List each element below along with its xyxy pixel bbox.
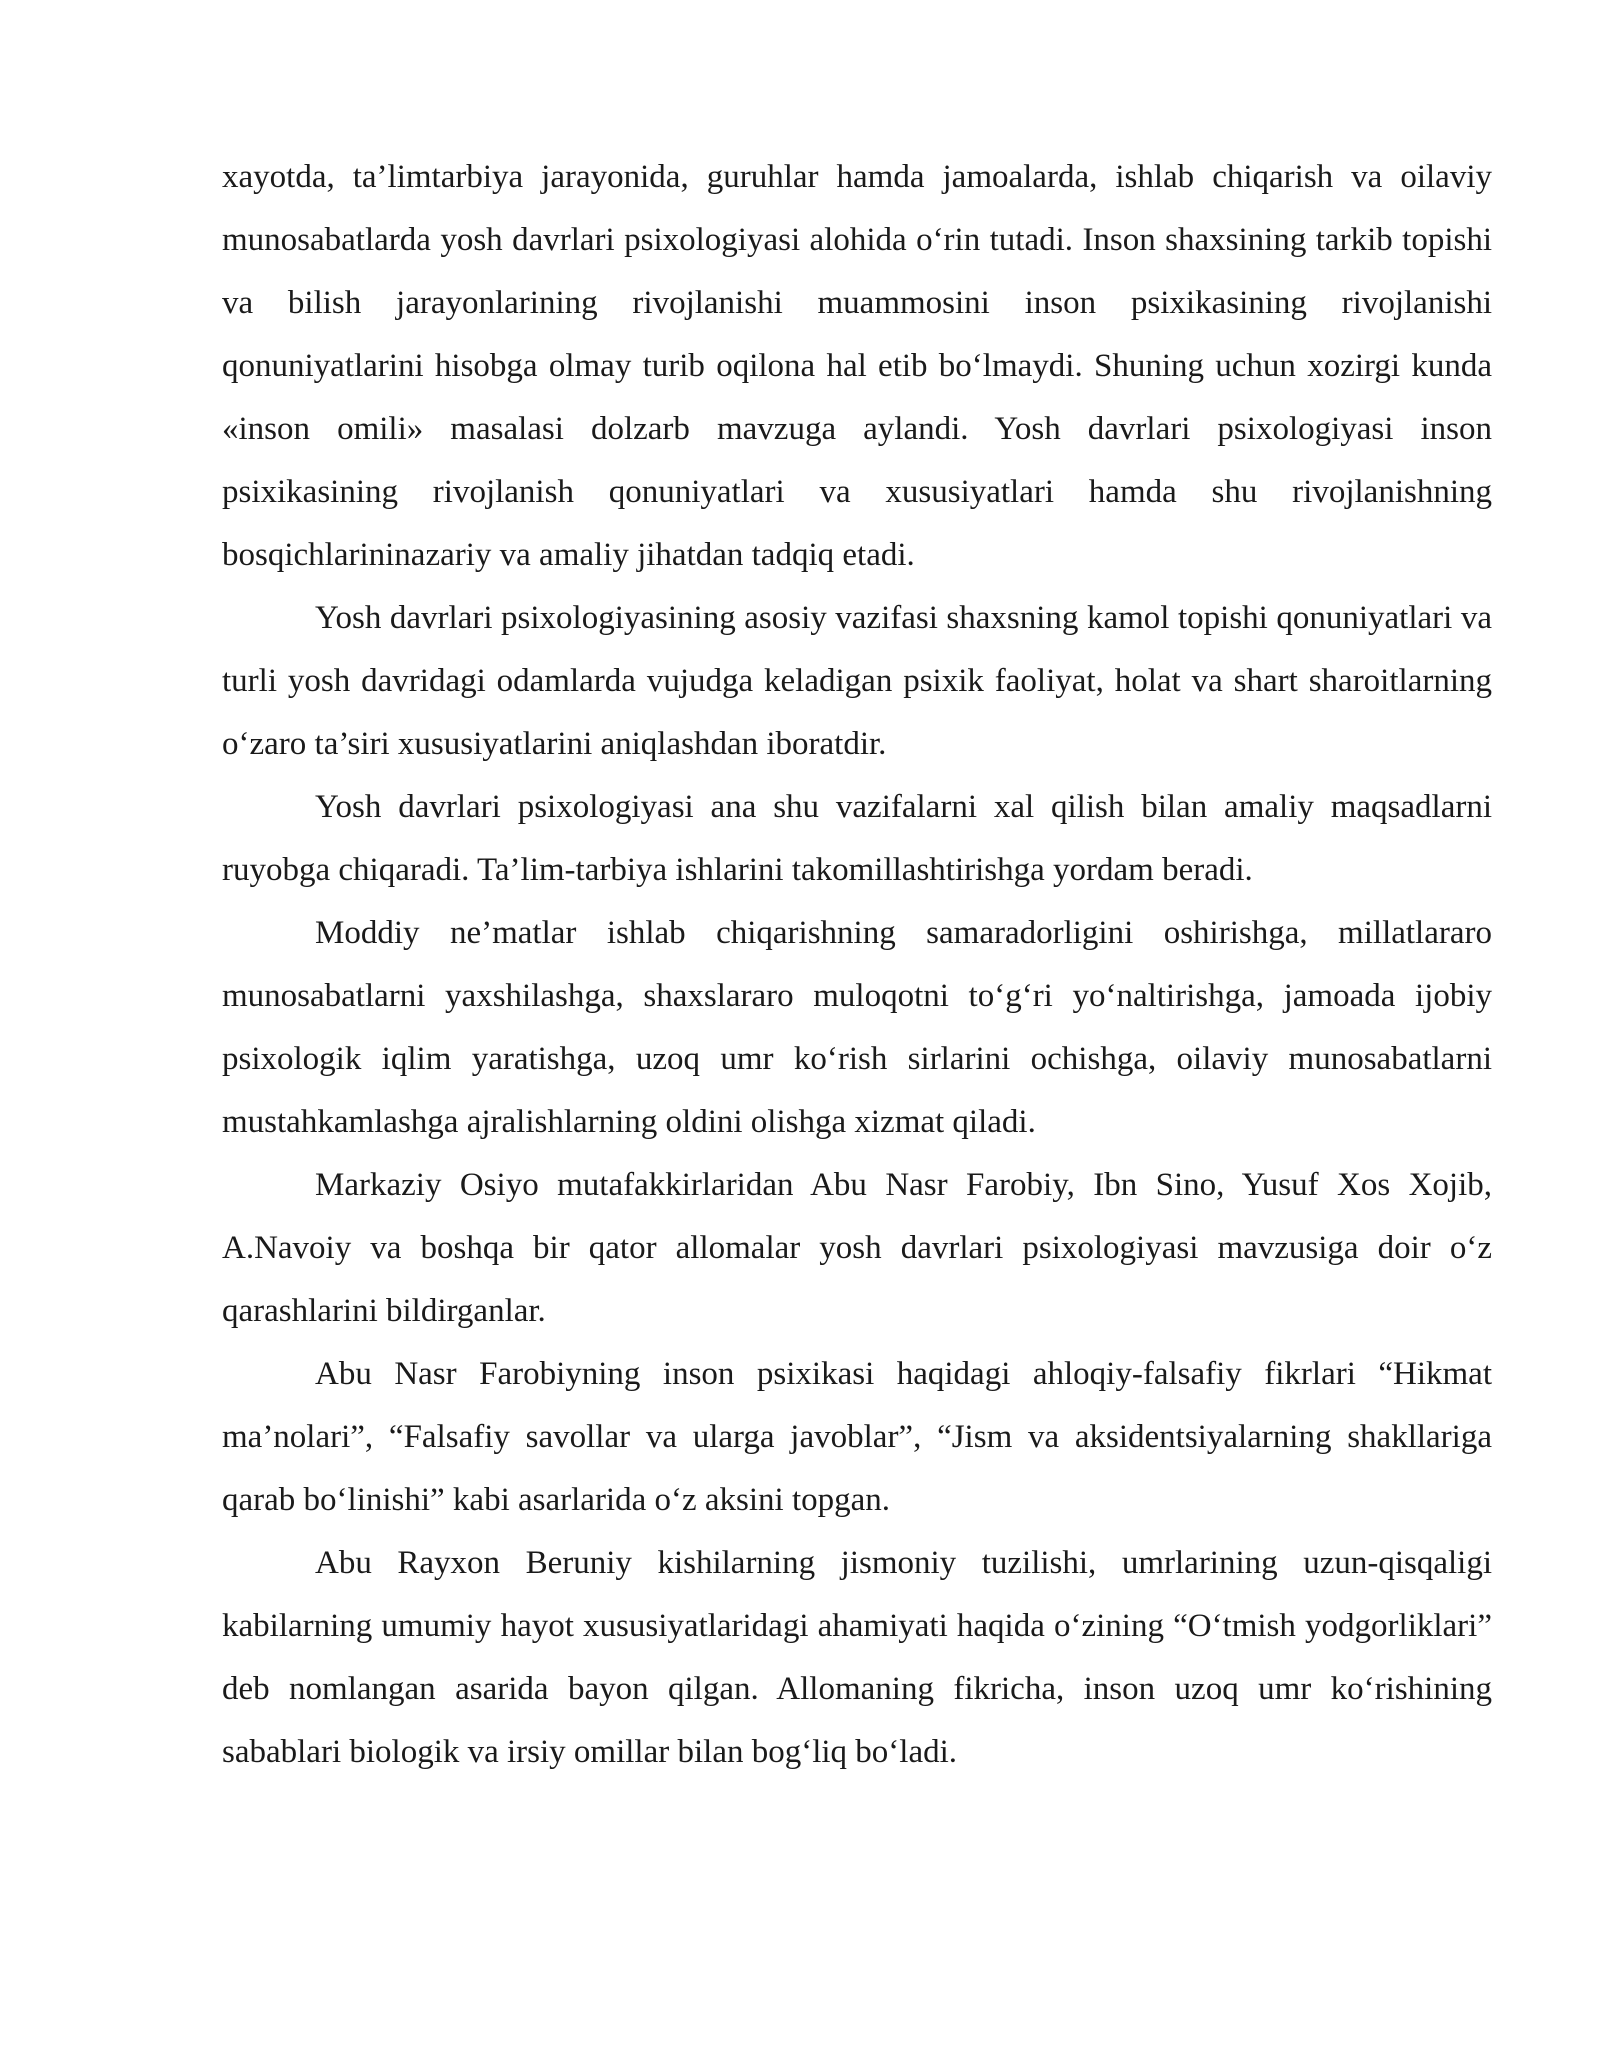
paragraph-4: Moddiy ne’matlar ishlab chiqarishning samaradorligini oshirishga, millatlararo munosabatlarni yaxshilashga, shaxslararo muloqotni to‘g‘ri yo‘naltirishga, jamoada ijobiy psixologik iqlim yaratishga, uzoq umr ko‘rish sirlarini ochishga, oilaviy munosabatlarni mustahkamlashga ajralishlarning oldini olishga xizmat qiladi. [222,915,1492,1140]
paragraph-2: Yosh davrlari psixologiyasining asosiy vazifasi shaxsning kamol topishi qonuniyatlari va turli yosh davridagi odamlarda vujudga keladigan psixik faoliyat, holat va shart sharoitlarning o‘zaro ta’siri xususiyatlarini aniqlashdan iboratdir. [222,600,1492,762]
paragraph-7: Abu Rayxon Beruniy kishilarning jismoniy tuzilishi, umrlarining uzun-qisqaligi kabilarning umumiy hayot xususiyatlaridagi ahamiyati haqida o‘zining “O‘tmish yodgorliklari” deb nomlangan asarida bayon qilgan. Allomaning fikricha, inson uzoq umr ko‘rishining sabablari biologik va irsiy omillar bilan bog‘liq bo‘ladi. [222,1545,1492,1770]
document-page [222,146,1492,1784]
paragraph-1: xayotda, ta’limtarbiya jarayonida, guruhlar hamda jamoalarda, ishlab chiqarish va oilaviy munosabatlarda yosh davrlari psixologiyasi alohida o‘rin tutadi. Inson shaxsining tarkib topishi va bilish jarayonlarining rivojlanishi muammosini inson psixikasining rivojlanishi qonuniyatlarini hisobga olmay turib oqilona hal etib bo‘lmaydi. Shuning uchun xozirgi kunda «inson omili» masalasi dolzarb mavzuga aylandi. Yosh davrlari psixologiyasi inson psixikasining rivojlanish qonuniyatlari va xususiyatlari hamda shu rivojlanishning bosqichlarininazariy va amaliy jihatdan tadqiq etadi. [222,159,1492,573]
paragraph-5: Markaziy Osiyo mutafakkirlaridan Abu Nasr Farobiy, Ibn Sino, Yusuf Xos Xojib, A.Navoiy va boshqa bir qator allomalar yosh davrlari psixologiyasi mavzusiga doir o‘z qarashlarini bildirganlar. [222,1167,1492,1329]
paragraph-3: Yosh davrlari psixologiyasi ana shu vazifalarni xal qilish bilan amaliy maqsadlarni ruyobga chiqaradi. Ta’lim-tarbiya ishlarini takomillashtirishga yordam beradi. [222,789,1492,888]
paragraph-6: Abu Nasr Farobiyning inson psixikasi haqidagi ahloqiy-falsafiy fikrlari “Hikmat ma’nolari”, “Falsafiy savollar va ularga javoblar”, “Jism va aksidentsiyalarning shakllariga qarab bo‘linishi” kabi asarlarida o‘z aksini topgan. [222,1356,1492,1518]
